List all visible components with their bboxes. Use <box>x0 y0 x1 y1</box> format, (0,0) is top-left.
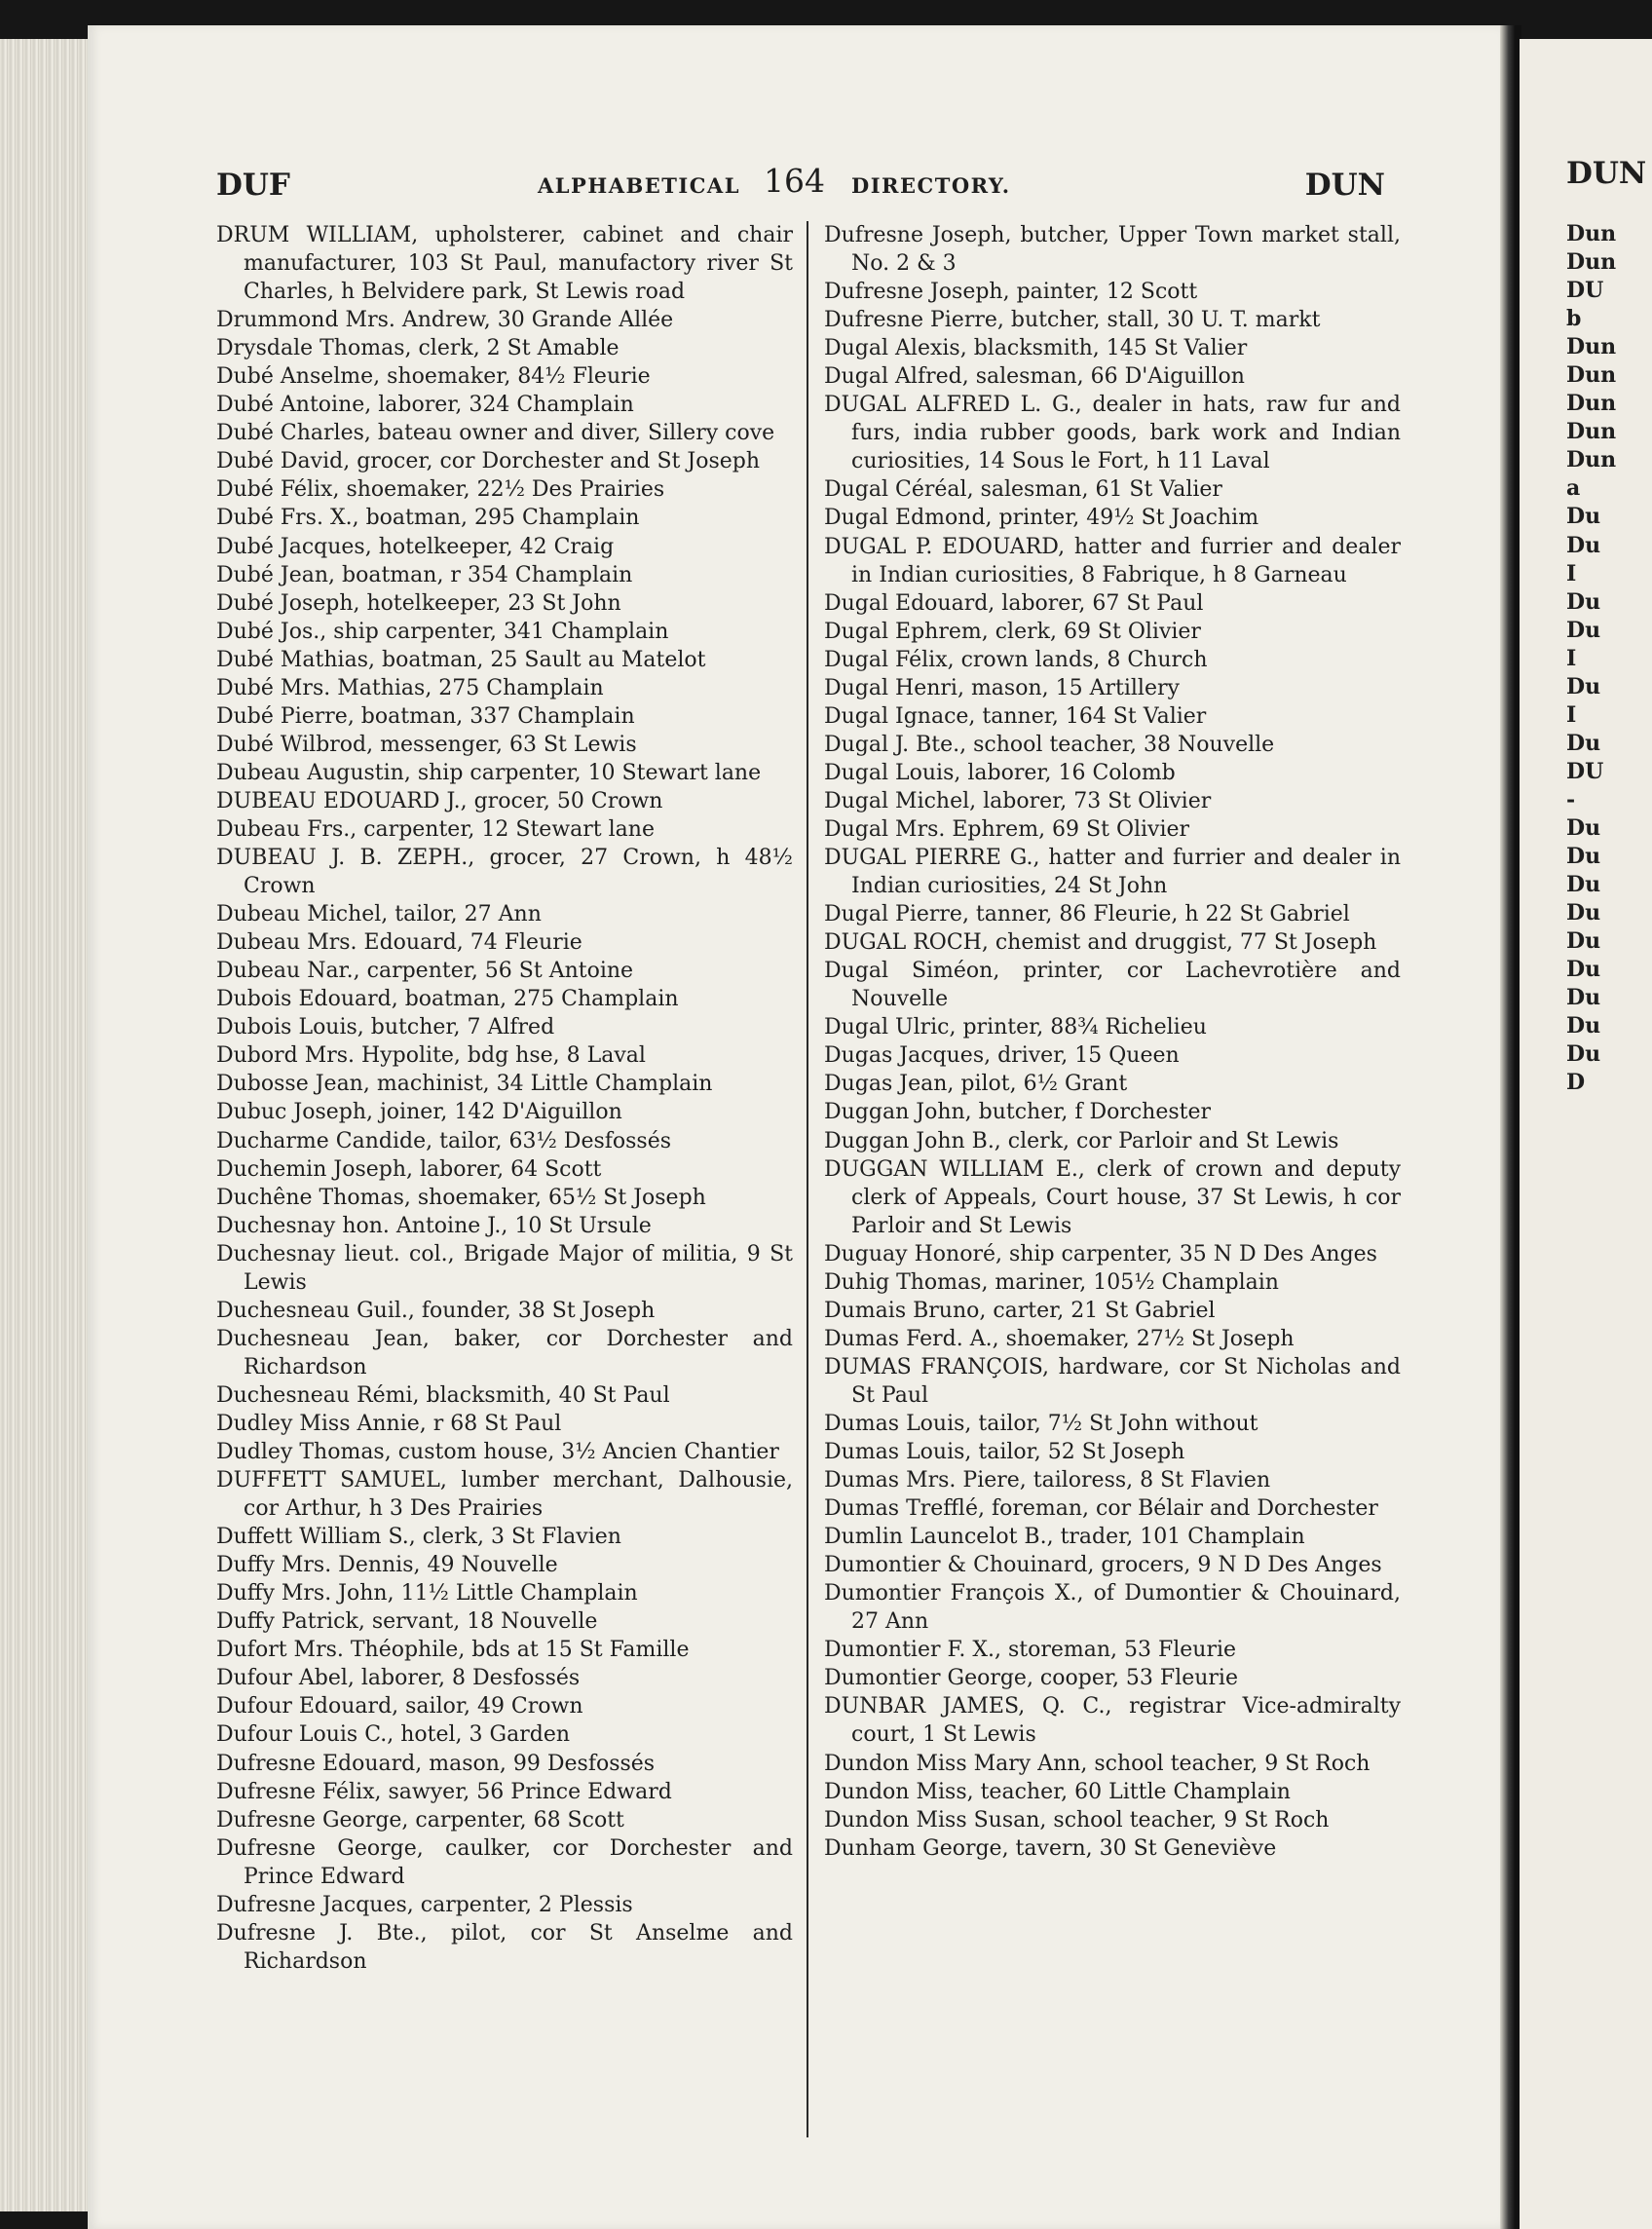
directory-entry: Dubeau Michel, tailor, 27 Ann <box>216 902 542 927</box>
adjacent-page-fragment: I <box>1566 701 1577 728</box>
directory-entry: Dubé Jean, boatman, r 354 Champlain <box>216 562 633 587</box>
directory-entry: Duchêne Thomas, shoemaker, 65½ St Joseph <box>216 1185 706 1210</box>
directory-entry: Dugal Michel, laborer, 73 St Olivier <box>824 788 1212 813</box>
adjacent-page-fragment: Du <box>1566 588 1601 615</box>
directory-entry: Dubuc Joseph, joiner, 142 D'Aiguillon <box>216 1100 622 1125</box>
directory-entry: Dufresne Joseph, painter, 12 Scott <box>824 280 1198 305</box>
directory-entry: Dubé Mathias, boatman, 25 Sault au Matelot <box>216 647 706 672</box>
directory-entry: Duchemin Joseph, laborer, 64 Scott <box>216 1156 602 1182</box>
directory-entry: Dugal Ignace, tanner, 164 St Valier <box>824 703 1207 729</box>
directory-entry: Duchesneau Guil., founder, 38 St Joseph <box>216 1298 656 1323</box>
directory-entry: Dufresne J. Bte., pilot, cor St Anselme and Richardson <box>216 1920 793 1974</box>
directory-entry: Dumas Louis, tailor, 52 St Joseph <box>824 1440 1185 1465</box>
adjacent-page-fragment: Du <box>1566 504 1601 530</box>
directory-entry: Dumontier & Chouinard, grocers, 9 N D Des Anges <box>824 1553 1382 1578</box>
directory-entry: Dudley Thomas, custom house, 3½ Ancien Chantier <box>216 1440 779 1465</box>
directory-entry: DUNBAR JAMES, Q. C., registrar Vice-admiralty court, 1 St Lewis <box>824 1694 1401 1748</box>
directory-entry: Dugal Céréal, salesman, 61 St Valier <box>824 477 1222 503</box>
directory-entry: Dumais Bruno, carter, 21 St Gabriel <box>824 1298 1216 1323</box>
directory-entry: Dugal Mrs. Ephrem, 69 St Olivier <box>824 816 1190 842</box>
directory-entry: Duffy Mrs. Dennis, 49 Nouvelle <box>216 1553 558 1578</box>
adjacent-page-fragment: I <box>1566 560 1577 586</box>
adjacent-page-fragment: Du <box>1566 617 1601 643</box>
directory-entry: Dumontier George, cooper, 53 Fleurie <box>824 1666 1238 1691</box>
directory-entry: Dufour Louis C., hotel, 3 Garden <box>216 1722 571 1748</box>
directory-entry: Dumontier François X., of Dumontier & Chouinard, 27 Ann <box>824 1581 1401 1635</box>
directory-entry: Dugal Siméon, printer, cor Lachevrotière and Nouvelle <box>824 959 1401 1012</box>
directory-entry: Duggan John, butcher, f Dorchester <box>824 1100 1212 1125</box>
directory-entry: Duffy Mrs. John, 11½ Little Champlain <box>216 1581 638 1606</box>
adjacent-page-fragment: I <box>1566 645 1577 671</box>
adjacent-page-fragment: Du <box>1566 814 1601 841</box>
adjacent-page-fragment: Du <box>1566 532 1601 558</box>
directory-entry: Duffy Patrick, servant, 18 Nouvelle <box>216 1609 598 1635</box>
adjacent-page-fragment: DU <box>1566 278 1604 304</box>
directory-entry: Drummond Mrs. Andrew, 30 Grande Allée <box>216 308 674 333</box>
directory-entry: Dumas Mrs. Piere, tailoress, 8 St Flavien <box>824 1468 1271 1493</box>
directory-entry: Dubé Jos., ship carpenter, 341 Champlain <box>216 619 669 644</box>
directory-entry: Duggan John B., clerk, cor Parloir and St Lewis <box>824 1128 1339 1153</box>
directory-entry: Dugas Jean, pilot, 6½ Grant <box>824 1072 1128 1097</box>
adjacent-page-fragment: a <box>1566 475 1581 502</box>
directory-entry: Dubeau Nar., carpenter, 56 St Antoine <box>216 959 634 984</box>
directory-entry: Dufresne George, carpenter, 68 Scott <box>216 1807 624 1832</box>
book-gutter <box>1500 25 1521 2229</box>
right-column-entries <box>824 221 1401 1863</box>
directory-entry: Duchesnay lieut. col., Brigade Major of militia, 9 St Lewis <box>216 1241 793 1295</box>
adjacent-page-fragment: Dun <box>1566 419 1617 445</box>
header-directory: DIRECTORY. <box>851 173 1011 198</box>
directory-entry: DUBEAU EDOUARD J., grocer, 50 Crown <box>216 788 663 813</box>
directory-entry: Dudley Miss Annie, r 68 St Paul <box>216 1411 562 1436</box>
directory-entry: Dundon Miss Mary Ann, school teacher, 9 St Roch <box>824 1751 1370 1776</box>
left-column-entries <box>216 221 793 1976</box>
directory-entry: Dubé Charles, bateau owner and diver, Sillery cove <box>216 421 775 446</box>
directory-entry: Duhig Thomas, mariner, 105½ Champlain <box>824 1269 1279 1295</box>
adjacent-page-fragment: D <box>1566 1070 1586 1096</box>
adjacent-page-fragment: Du <box>1566 673 1601 699</box>
directory-entry: Dumontier F. X., storeman, 53 Fleurie <box>824 1638 1237 1663</box>
directory-entry: Dubeau Frs., carpenter, 12 Stewart lane <box>216 816 655 842</box>
directory-entry: DUFFETT SAMUEL, lumber merchant, Dalhousie, cor Arthur, h 3 Des Prairies <box>216 1468 793 1522</box>
directory-entry: Duchesnay hon. Antoine J., 10 St Ursule <box>216 1213 652 1238</box>
header-right-guide-word: DUN <box>1304 168 1385 203</box>
directory-entry: DUGAL PIERRE G., hatter and furrier and dealer in Indian curiosities, 24 St John <box>824 846 1401 899</box>
adjacent-page-fragment: Du <box>1566 730 1601 756</box>
directory-entry: Dubé David, grocer, cor Dorchester and St Joseph <box>216 449 761 474</box>
directory-entry: Dufour Abel, laborer, 8 Desfossés <box>216 1666 581 1691</box>
directory-entry: Dufresne Jacques, carpenter, 2 Plessis <box>216 1892 633 1917</box>
directory-entry: Dufresne George, caulker, cor Dorchester and Prince Edward <box>216 1835 793 1889</box>
book-page-edges <box>0 39 94 2211</box>
directory-entry: Dugal Alfred, salesman, 66 D'Aiguillon <box>824 364 1245 390</box>
directory-entry: Dumas Ferd. A., shoemaker, 27½ St Joseph <box>824 1326 1295 1351</box>
directory-entry: DUGGAN WILLIAM E., clerk of crown and deputy clerk of Appeals, Court house, 37 St Lewis, h cor Parloir and St Lewis <box>824 1156 1401 1238</box>
directory-entry: Dubois Edouard, boatman, 275 Champlain <box>216 987 679 1012</box>
directory-entry: Dugal J. Bte., school teacher, 38 Nouvelle <box>824 732 1275 757</box>
directory-entry: Duchesneau Rémi, blacksmith, 40 St Paul <box>216 1382 670 1408</box>
directory-entry: Dugal Félix, crown lands, 8 Church <box>824 647 1208 672</box>
directory-entry: Dubé Anselme, shoemaker, 84½ Fleurie <box>216 364 651 390</box>
adjacent-page-fragment: Du <box>1566 985 1601 1011</box>
directory-entry: Dubé Frs. X., boatman, 295 Champlain <box>216 506 640 531</box>
directory-entry: Dugal Louis, laborer, 16 Colomb <box>824 760 1176 785</box>
directory-entry: Dubeau Augustin, ship carpenter, 10 Stewart lane <box>216 760 762 785</box>
adjacent-page-header: DUN <box>1566 156 1647 191</box>
directory-entry: Dugal Edouard, laborer, 67 St Paul <box>824 590 1204 616</box>
directory-entry: Dumas Louis, tailor, 7½ St John without <box>824 1411 1258 1436</box>
header-left-guide-word: DUF <box>216 168 290 203</box>
adjacent-page-fragment: b <box>1566 306 1582 332</box>
directory-entry: Dubé Jacques, hotelkeeper, 42 Craig <box>216 534 615 559</box>
directory-entry: Dubord Mrs. Hypolite, bdg hse, 8 Laval <box>216 1043 646 1069</box>
header-alphabetical: ALPHABETICAL <box>538 173 740 198</box>
directory-entry: Duguay Honoré, ship carpenter, 35 N D Des Anges <box>824 1241 1377 1266</box>
directory-entry: Dubé Mrs. Mathias, 275 Champlain <box>216 675 604 700</box>
directory-entry: Dufresne Joseph, butcher, Upper Town market stall, No. 2 & 3 <box>824 223 1401 277</box>
directory-entry: Dubé Joseph, hotelkeeper, 23 St John <box>216 590 621 616</box>
directory-entry: Dufresne Edouard, mason, 99 Desfossés <box>216 1751 656 1776</box>
directory-entry: Dufresne Félix, sawyer, 56 Prince Edward <box>216 1779 672 1804</box>
directory-entry: Dubeau Mrs. Edouard, 74 Fleurie <box>216 930 582 956</box>
directory-entry: Dugal Ephrem, clerk, 69 St Olivier <box>824 619 1201 644</box>
adjacent-page-fragment: Du <box>1566 1013 1601 1039</box>
directory-entry: DUGAL P. EDOUARD, hatter and furrier and dealer in Indian curiosities, 8 Fabrique, h 8 Garneau <box>824 534 1401 587</box>
directory-entry: Dubé Antoine, laborer, 324 Champlain <box>216 393 634 418</box>
directory-entry: Dubois Louis, butcher, 7 Alfred <box>216 1015 555 1040</box>
adjacent-page-fragment: Du <box>1566 900 1601 926</box>
directory-entry: Dubosse Jean, machinist, 34 Little Champlain <box>216 1072 713 1097</box>
directory-entry: DUGAL ROCH, chemist and druggist, 77 St Joseph <box>824 930 1377 956</box>
adjacent-page-fragments <box>1566 156 1652 1097</box>
directory-entry: Dufort Mrs. Théophile, bds at 15 St Famille <box>216 1638 690 1663</box>
directory-entry: DUGAL ALFRED L. G., dealer in hats, raw fur and furs, india rubber goods, bark work and Indian curiosities, 14 Sous le Fort, h 11 Laval <box>824 393 1401 474</box>
directory-entry: Dugal Pierre, tanner, 86 Fleurie, h 22 St Gabriel <box>824 902 1350 927</box>
directory-entry: Dugal Edmond, printer, 49½ St Joachim <box>824 506 1259 531</box>
adjacent-page-fragment: Dun <box>1566 362 1617 389</box>
directory-entry: Dunham George, tavern, 30 St Geneviève <box>824 1835 1277 1861</box>
directory-entry: Dumlin Launcelot B., trader, 101 Champlain <box>824 1525 1305 1550</box>
directory-entry: Dugal Henri, mason, 15 Artillery <box>824 675 1180 700</box>
directory-entry: Drysdale Thomas, clerk, 2 St Amable <box>216 336 620 361</box>
page-number: 164 <box>764 162 825 200</box>
adjacent-page-fragment: - <box>1566 786 1576 812</box>
directory-entry: DRUM WILLIAM, upholsterer, cabinet and chair manufacturer, 103 St Paul, manufactory river St Charles, h Belvidere park, St Lewis road <box>216 223 793 305</box>
column-divider <box>807 221 808 2137</box>
directory-entry: Duffett William S., clerk, 3 St Flavien <box>216 1525 621 1550</box>
adjacent-page-fragment: Dun <box>1566 447 1617 473</box>
directory-entry: Dundon Miss Susan, school teacher, 9 St Roch <box>824 1807 1330 1832</box>
directory-entry: Dufour Edouard, sailor, 49 Crown <box>216 1694 583 1719</box>
directory-entry: Dugal Ulric, printer, 88¾ Richelieu <box>824 1015 1207 1040</box>
adjacent-page-fragment: Du <box>1566 928 1601 955</box>
adjacent-page-fragment: Dun <box>1566 221 1617 246</box>
adjacent-page-fragment: Dun <box>1566 249 1617 276</box>
directory-entry: Dubé Pierre, boatman, 337 Champlain <box>216 703 635 729</box>
directory-entry: Dumas Trefflé, foreman, cor Bélair and Dorchester <box>824 1496 1378 1522</box>
adjacent-page-fragment: Du <box>1566 1041 1601 1068</box>
adjacent-page-fragment: Dun <box>1566 391 1617 417</box>
directory-entry: Dundon Miss, teacher, 60 Little Champlain <box>824 1779 1291 1804</box>
directory-entry: Ducharme Candide, tailor, 63½ Desfossés <box>216 1128 672 1153</box>
directory-entry: Dufresne Pierre, butcher, stall, 30 U. T. markt <box>824 308 1321 333</box>
directory-entry: Duchesneau Jean, baker, cor Dorchester and Richardson <box>216 1326 793 1379</box>
directory-entry: Dubé Wilbrod, messenger, 63 St Lewis <box>216 732 637 757</box>
page-header <box>216 156 1395 205</box>
adjacent-page-fragment: Du <box>1566 957 1601 983</box>
directory-entry: Dubé Félix, shoemaker, 22½ Des Prairies <box>216 477 665 503</box>
directory-entry: DUBEAU J. B. ZEPH., grocer, 27 Crown, h 48½ Crown <box>216 846 793 899</box>
directory-entry: Dugal Alexis, blacksmith, 145 St Valier <box>824 336 1248 361</box>
adjacent-page-fragment: DU <box>1566 758 1604 784</box>
adjacent-page-fragment: Du <box>1566 844 1601 870</box>
directory-entry: Dugas Jacques, driver, 15 Queen <box>824 1043 1180 1069</box>
adjacent-page-fragment: Du <box>1566 872 1601 898</box>
adjacent-page-fragment: Dun <box>1566 334 1617 360</box>
directory-entry: DUMAS FRANÇOIS, hardware, cor St Nicholas and St Paul <box>824 1354 1401 1408</box>
